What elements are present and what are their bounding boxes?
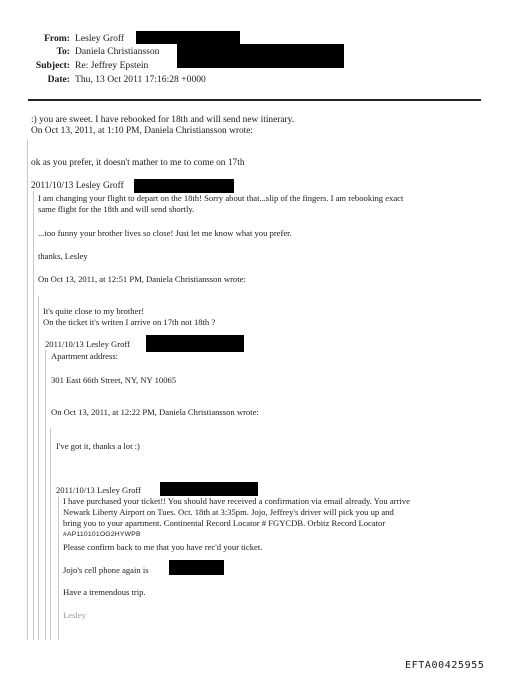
body-line: I have purchased your ticket!! You should have received a confirmation via email already. You arrive	[63, 496, 410, 506]
redaction-box	[134, 179, 234, 193]
body-line: bring you to your apartment. Continental Record Locator # FGYCDB. Orbitz Record Locator	[63, 518, 386, 528]
body-line: On Oct 13, 2011, at 12:22 PM, Daniela Christiansson wrote:	[51, 407, 259, 417]
body-line: #AP110101OG2HYWPB	[63, 531, 141, 538]
bates-number: EFTA00425955	[405, 660, 485, 671]
redaction-box	[160, 482, 258, 496]
body-line: ok as you prefer, it doesn't mather to me to come on 17th	[31, 158, 245, 168]
date-label: Date:	[47, 74, 70, 85]
date-value: Thu, 13 Oct 2011 17:16:28 +0000	[75, 74, 206, 85]
to-value: Daniela Christiansson	[75, 46, 160, 57]
body-line: Jojo's cell phone again is	[63, 565, 149, 575]
body-line: Have a tremendous trip.	[63, 587, 146, 597]
subject-value: Re: Jeffrey Epstein	[75, 60, 149, 71]
from-label: From:	[44, 33, 70, 44]
header-divider	[28, 99, 481, 101]
body-line: same flight for the 18th and will send shortly.	[38, 204, 195, 214]
body-line: Newark Liberty Airport on Tues. Oct. 18th at 3:35pm. Jojo, Jeffrey's driver will pick you up and	[63, 507, 394, 517]
redaction-box	[146, 335, 244, 352]
redaction-box	[169, 560, 224, 575]
body-line: ...too funny your brother lives so close! Just let me know what you prefer.	[38, 228, 292, 238]
subject-label: Subject:	[35, 60, 70, 71]
redaction-box	[136, 31, 240, 44]
quote-bar	[38, 296, 39, 640]
body-line: On the ticket it's writen I arrive on 17th not 18th ?	[43, 317, 216, 327]
body-line: Apartment address:	[51, 351, 119, 361]
quote-bar	[33, 191, 34, 640]
body-line: 2011/10/13 Lesley Groff	[45, 339, 130, 349]
body-line: On Oct 13, 2011, at 12:51 PM, Daniela Christiansson wrote:	[38, 274, 246, 284]
quote-bar	[45, 350, 46, 640]
body-line: I've got it, thanks a lot :)	[56, 441, 140, 451]
redaction-box	[177, 44, 344, 68]
body-line: 2011/10/13 Lesley Groff	[31, 181, 124, 191]
quote-bar	[50, 428, 51, 640]
to-label: To:	[56, 46, 70, 57]
body-line: :) you are sweet. I have rebooked for 18th and will send new itinerary.	[31, 115, 295, 125]
from-value: Lesley Groff	[75, 33, 125, 44]
body-line: 2011/10/13 Lesley Groff	[56, 485, 141, 495]
body-line: It's quite close to my brother!	[43, 306, 145, 316]
body-line: I am changing your flight to depart on the 18th! Sorry about that...slip of the fingers. I am rebooking exact	[38, 193, 404, 203]
body-line: thanks, Lesley	[38, 251, 88, 261]
body-line: 301 East 66th Street, NY, NY 10065	[51, 375, 177, 385]
signature: Lesley	[63, 610, 86, 620]
quote-bar	[58, 496, 59, 640]
body-line: On Oct 13, 2011, at 1:10 PM, Daniela Christiansson wrote:	[31, 126, 254, 136]
body-line: Please confirm back to me that you have rec'd your ticket.	[63, 542, 263, 552]
quote-bar	[27, 140, 28, 640]
